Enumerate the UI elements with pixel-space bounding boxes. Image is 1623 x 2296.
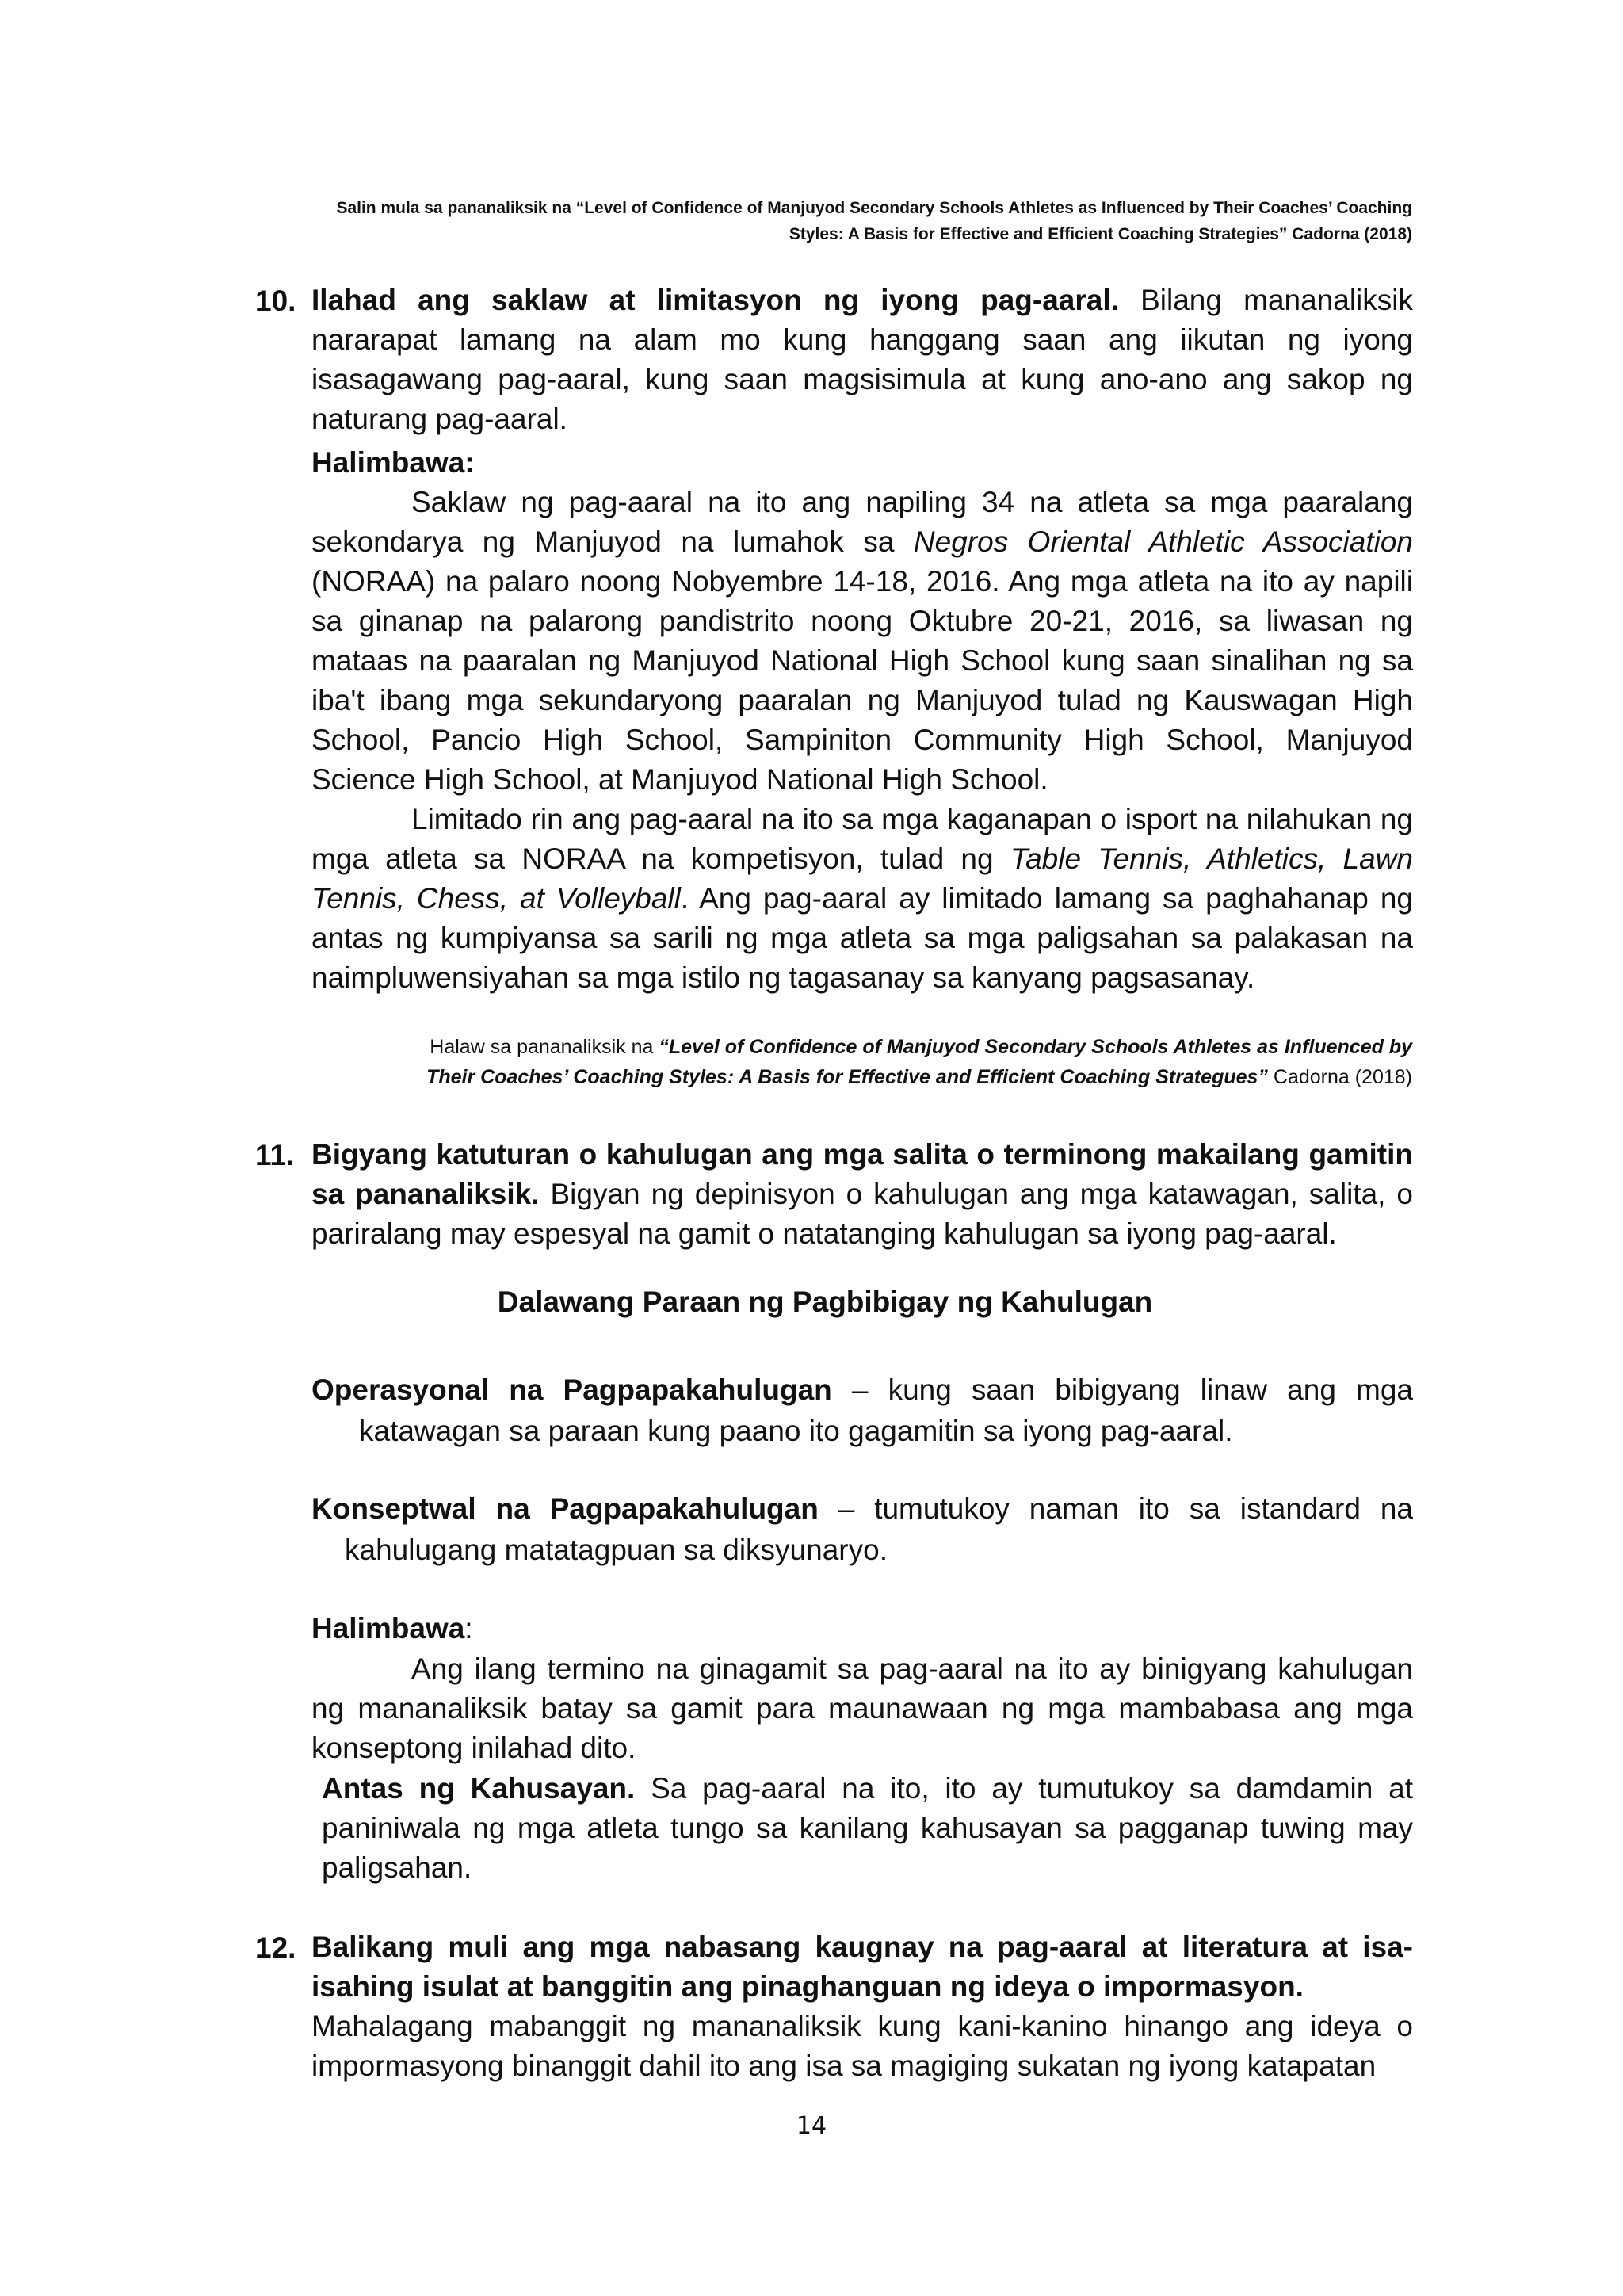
item-11-example-label: Halimbawa: (311, 1612, 473, 1645)
term-title: Antas ng Kahusayan. (322, 1772, 636, 1805)
item-10-text: Bilang mananaliksik nararapat lamang na alam mo kung hanggang saan ang iikutan ng iyong isasagawang pag-aaral, kung saan magsisimula at kung ano-ano ang sakop ng naturang pag-aaral. (311, 284, 1413, 435)
sports-list: Table Tennis, Athletics, Lawn Tennis, Chess, at Volleyball (311, 842, 1413, 915)
item-11-text: Bigyan ng depinisyon o kahulugan ang mga katawagan, salita, o pariralang may espesyal na gamit o natatanging kahulugan sa iyong pag-aaral. (311, 1178, 1413, 1250)
running-header-line-2: Styles: A Basis for Effective and Efficient Coaching Strategies” Cadorna (2018) (789, 225, 1412, 243)
organization-name: Negros Oriental Athletic Association (913, 525, 1414, 558)
item-12-title: Balikang muli ang mga nabasang kaugnay na pag-aaral at literatura at isa-isahing isulat at banggitin ang pinaghanguan ng ideya o impormasyon. (311, 1931, 1413, 2003)
item-11-number: 11. (255, 1139, 295, 1171)
item-10-intro (311, 281, 1413, 439)
running-header-line-1: Salin mula sa pananaliksik na “Level of Confidence of Manjuyod Secondary Schools Athletes as Influenced by Their Coaches’ Coaching (336, 199, 1412, 217)
item-11-title: Bigyang katuturan o kahulugan ang mga salita o terminong makailang gamitin sa pananaliksik. (311, 1138, 1413, 1210)
section-heading: Dalawang Paraan ng Pagbibigay ng Kahulugan (497, 1286, 1153, 1318)
item-10-example-paragraph-1: Saklaw ng pag-aaral na ito ang napiling 34 na atleta sa mga paaralang sekondarya ng Manjuyod na lumahok sa Negros Oriental Athletic Association (NORAA) na palaro noong Nobyembre 14-18, 2016. Ang mga atleta na ito ay napili sa ginanap na palarong pandistrito noong Oktubre 20-21, 2016, sa liwasan ng mataas na paaralan ng Manjuyod National High School kung saan sinalihan ng sa iba't ibang mga sekundaryong paaralan ng Manjuyod tulad ng Kauswagan High School, Pancio High School, Sampiniton Community High School, Manjuyod Science High School, at Manjuyod National High School. (311, 486, 1414, 796)
term-definition: Antas ng Kahusayan. Sa pag-aaral na ito, ito ay tumutukoy sa damdamin at paniniwala ng mga atleta tungo sa kanilang kahusayan sa pagganap tuwing may paligsahan. (322, 1772, 1413, 1884)
definition-operational: Operasyonal na Pagpapakahulugan – kung saan bibigyang linaw ang mga katawagan sa paraan kung paano ito gagamitin sa iyong pag-aaral. (311, 1373, 1413, 1447)
item-12-text: Mahalagang mabanggit ng mananaliksik kung kani-kanino hinango ang ideya o impormasyong binanggit dahil ito ang isa sa magiging sukatan ng iyong katapatan (311, 2010, 1413, 2082)
item-11-intro (311, 1135, 1413, 1254)
source-citation: Halaw sa pananaliksik na “Level of Confidence of Manjuyod Secondary Schools Athletes as Influenced by Their Coaches’ Coaching Styles: A Basis for Effective and Efficient Coaching Strategues” Cadorna (2018) (426, 1036, 1412, 1088)
page-number: 14 (796, 2112, 827, 2140)
item-10-example-label: Halimbawa: (311, 446, 475, 479)
item-12-intro (311, 1927, 1413, 2086)
item-10-title: Ilahad ang saklaw at limitasyon ng iyong pag-aaral. (311, 284, 1119, 316)
item-11-example-paragraph: Ang ilang termino na ginagamit sa pag-aaral na ito ay binigyang kahulugan ng mananaliksik batay sa gamit para maunawaan ng mga mambabasa ang mga konseptong inilahad dito. (311, 1652, 1413, 1764)
item-10-example-paragraph-2: Limitado rin ang pag-aaral na ito sa mga kaganapan o isport na nilahukan ng mga atleta sa NORAA na kompetisyon, tulad ng Table Tennis, Athletics, Lawn Tennis, Chess, at Volleyball. Ang pag-aaral ay limitado lamang sa paghahanap ng antas ng kumpiyansa sa sarili ng mga atleta sa mga paligsahan sa palakasan na naimpluwensiyahan sa mga istilo ng tagasanay sa kanyang pagsasanay. (311, 803, 1413, 994)
running-header (238, 195, 1412, 247)
item-10-number: 10. (255, 285, 296, 317)
definition-conceptual: Konseptwal na Pagpapakahulugan – tumutukoy naman ito sa istandard na kahulugang matatagpuan sa diksyunaryo. (311, 1492, 1413, 1566)
definition-term: Operasyonal na Pagpapakahulugan (311, 1373, 832, 1406)
definition-term: Konseptwal na Pagpapakahulugan (311, 1492, 819, 1525)
item-12-number: 12. (255, 1931, 296, 1964)
